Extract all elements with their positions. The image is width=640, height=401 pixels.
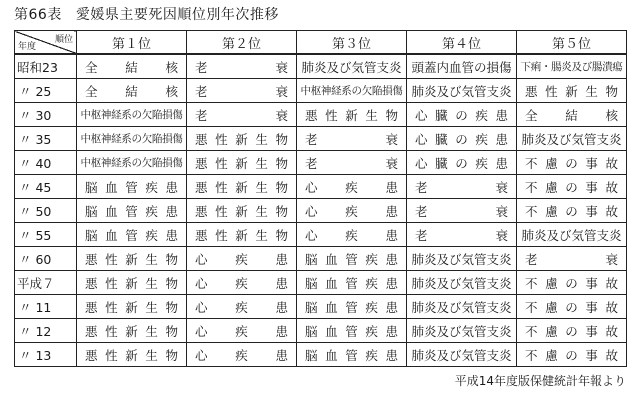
cause-cell-rank-2: 心 疾 患 bbox=[187, 295, 297, 319]
rank-header-4: 第４位 bbox=[407, 31, 517, 55]
year-cell: 平成７ bbox=[15, 271, 77, 295]
year-cell: 〃 30 bbox=[15, 103, 77, 127]
cause-cell-rank-1: 脳血管疾患 bbox=[77, 175, 187, 199]
rank-header-5: 第５位 bbox=[517, 31, 627, 55]
year-cell: 〃 55 bbox=[15, 223, 77, 247]
table-row bbox=[15, 79, 627, 103]
table-row bbox=[15, 127, 627, 151]
cause-cell-rank-4: 心臓の疾患 bbox=[407, 151, 517, 175]
table-number: 第66表 bbox=[14, 7, 62, 23]
cause-cell-rank-1: 中枢神経系の欠陥損傷 bbox=[77, 151, 187, 175]
corner-header bbox=[15, 31, 77, 55]
cause-cell-rank-1: 悪性新生物 bbox=[77, 343, 187, 367]
cause-cell-rank-3: 心 疾 患 bbox=[297, 223, 407, 247]
year-cell: 〃 60 bbox=[15, 247, 77, 271]
cause-cell-rank-5: 不慮の事故 bbox=[517, 295, 627, 319]
table-row bbox=[15, 247, 627, 271]
cause-cell-rank-1: 悪性新生物 bbox=[77, 295, 187, 319]
cause-cell-rank-5: 不慮の事故 bbox=[517, 271, 627, 295]
year-cell: 〃 12 bbox=[15, 319, 77, 343]
cause-cell-rank-2: 悪性新生物 bbox=[187, 223, 297, 247]
corner-year-label: 年度 bbox=[18, 42, 37, 52]
cause-cell-rank-1: 全 結 核 bbox=[77, 54, 187, 79]
header-row bbox=[15, 31, 627, 55]
year-cell: 〃 11 bbox=[15, 295, 77, 319]
cause-cell-rank-4: 老 衰 bbox=[407, 223, 517, 247]
cause-cell-rank-2: 心 疾 患 bbox=[187, 271, 297, 295]
cause-cell-rank-1: 悪性新生物 bbox=[77, 247, 187, 271]
rank-header-2: 第２位 bbox=[187, 31, 297, 55]
cause-cell-rank-5: 不慮の事故 bbox=[517, 343, 627, 367]
cause-cell-rank-4: 肺炎及び気管支炎 bbox=[407, 295, 517, 319]
year-cell: 〃 45 bbox=[15, 175, 77, 199]
year-cell: 〃 40 bbox=[15, 151, 77, 175]
cause-cell-rank-4: 老 衰 bbox=[407, 175, 517, 199]
table-row bbox=[15, 103, 627, 127]
cause-cell-rank-3: 脳血管疾患 bbox=[297, 343, 407, 367]
cause-cell-rank-1: 全 結 核 bbox=[77, 79, 187, 103]
cause-cell-rank-4: 頭蓋内血管の損傷 bbox=[407, 54, 517, 79]
rank-header-1: 第１位 bbox=[77, 31, 187, 55]
cause-cell-rank-3: 中枢神経系の欠陥損傷 bbox=[297, 79, 407, 103]
cause-cell-rank-2: 心 疾 患 bbox=[187, 319, 297, 343]
page-title bbox=[14, 4, 279, 24]
source-note: 平成14年度版保健統計年報より bbox=[454, 374, 626, 388]
cause-cell-rank-1: 中枢神経系の欠陥損傷 bbox=[77, 127, 187, 151]
cause-cell-rank-4: 肺炎及び気管支炎 bbox=[407, 247, 517, 271]
cause-cell-rank-2: 老 衰 bbox=[187, 103, 297, 127]
cause-cell-rank-4: 肺炎及び気管支炎 bbox=[407, 79, 517, 103]
cause-cell-rank-4: 肺炎及び気管支炎 bbox=[407, 343, 517, 367]
table-row bbox=[15, 199, 627, 223]
cause-cell-rank-5: 肺炎及び気管支炎 bbox=[517, 127, 627, 151]
cause-cell-rank-4: 肺炎及び気管支炎 bbox=[407, 319, 517, 343]
cause-cell-rank-2: 老 衰 bbox=[187, 54, 297, 79]
cause-of-death-ranking-table bbox=[14, 30, 627, 367]
cause-cell-rank-3: 老 衰 bbox=[297, 151, 407, 175]
cause-cell-rank-1: 中枢神経系の欠陥損傷 bbox=[77, 103, 187, 127]
year-cell: 〃 13 bbox=[15, 343, 77, 367]
cause-cell-rank-3: 脳血管疾患 bbox=[297, 319, 407, 343]
cause-cell-rank-4: 老 衰 bbox=[407, 199, 517, 223]
cause-cell-rank-5: 悪性新生物 bbox=[517, 79, 627, 103]
cause-cell-rank-1: 脳血管疾患 bbox=[77, 223, 187, 247]
table-row bbox=[15, 271, 627, 295]
cause-cell-rank-5: 全 結 核 bbox=[517, 103, 627, 127]
table-row bbox=[15, 151, 627, 175]
cause-cell-rank-3: 脳血管疾患 bbox=[297, 247, 407, 271]
year-cell: 〃 25 bbox=[15, 79, 77, 103]
cause-cell-rank-1: 悪性新生物 bbox=[77, 271, 187, 295]
table-row bbox=[15, 295, 627, 319]
cause-cell-rank-3: 心 疾 患 bbox=[297, 199, 407, 223]
table-title: 愛媛県主要死因順位別年次推移 bbox=[75, 7, 279, 23]
cause-cell-rank-5: 肺炎及び気管支炎 bbox=[517, 223, 627, 247]
table-body bbox=[15, 54, 627, 367]
cause-cell-rank-3: 脳血管疾患 bbox=[297, 271, 407, 295]
cause-cell-rank-5: 不慮の事故 bbox=[517, 319, 627, 343]
table-row bbox=[15, 223, 627, 247]
cause-cell-rank-2: 悪性新生物 bbox=[187, 151, 297, 175]
cause-cell-rank-5: 不慮の事故 bbox=[517, 175, 627, 199]
rank-header-3: 第３位 bbox=[297, 31, 407, 55]
cause-cell-rank-5: 不慮の事故 bbox=[517, 199, 627, 223]
table-row bbox=[15, 319, 627, 343]
cause-cell-rank-1: 脳血管疾患 bbox=[77, 199, 187, 223]
cause-cell-rank-2: 悪性新生物 bbox=[187, 175, 297, 199]
cause-cell-rank-3: 悪性新生物 bbox=[297, 103, 407, 127]
cause-cell-rank-2: 悪性新生物 bbox=[187, 199, 297, 223]
cause-cell-rank-5: 不慮の事故 bbox=[517, 151, 627, 175]
year-cell: 〃 35 bbox=[15, 127, 77, 151]
cause-cell-rank-2: 心 疾 患 bbox=[187, 247, 297, 271]
table-row bbox=[15, 54, 627, 79]
cause-cell-rank-4: 肺炎及び気管支炎 bbox=[407, 271, 517, 295]
cause-cell-rank-2: 老 衰 bbox=[187, 79, 297, 103]
cause-cell-rank-3: 老 衰 bbox=[297, 127, 407, 151]
cause-cell-rank-2: 心 疾 患 bbox=[187, 343, 297, 367]
cause-cell-rank-5: 老 衰 bbox=[517, 247, 627, 271]
cause-cell-rank-1: 悪性新生物 bbox=[77, 319, 187, 343]
year-cell: 〃 50 bbox=[15, 199, 77, 223]
cause-cell-rank-3: 心 疾 患 bbox=[297, 175, 407, 199]
cause-cell-rank-3: 脳血管疾患 bbox=[297, 295, 407, 319]
cause-cell-rank-2: 悪性新生物 bbox=[187, 127, 297, 151]
cause-cell-rank-3: 肺炎及び気管支炎 bbox=[297, 54, 407, 79]
corner-rank-label: 順位 bbox=[54, 35, 73, 45]
cause-cell-rank-4: 心臓の疾患 bbox=[407, 127, 517, 151]
table-row bbox=[15, 343, 627, 367]
cause-cell-rank-5: 下痢・腸炎及び腸潰瘍 bbox=[517, 54, 627, 79]
cause-cell-rank-4: 心臓の疾患 bbox=[407, 103, 517, 127]
table-row bbox=[15, 175, 627, 199]
year-cell: 昭和23 bbox=[15, 54, 77, 79]
